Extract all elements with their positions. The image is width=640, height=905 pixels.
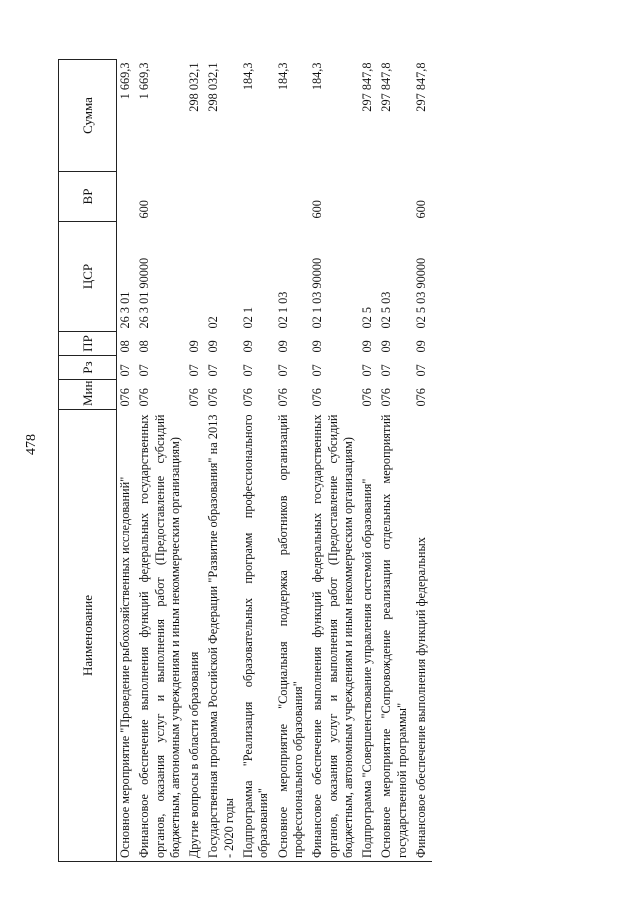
- header-csr: ЦСР: [59, 222, 117, 332]
- header-pr: ПР: [59, 332, 117, 356]
- cell-vr: [205, 172, 240, 222]
- table-body: [117, 60, 433, 862]
- cell-name: Основное мероприятие "Проведение рыбохозяйственных исследований": [117, 410, 137, 862]
- table-row: [309, 60, 359, 862]
- cell-pr: 08: [118, 340, 132, 353]
- cell-sum: 184,3: [241, 62, 256, 91]
- cell-vr: 600: [414, 200, 429, 219]
- cell-name: Государственная программа Российской Федерации "Развитие образования" на 2013 - 2020 годы: [205, 410, 240, 862]
- cell-name: Подпрограмма "Реализация образовательных программ профессионального образования": [240, 410, 275, 862]
- table-row: [117, 60, 137, 862]
- header-rz: Рз: [59, 356, 117, 380]
- cell-rz: 07: [275, 364, 290, 377]
- cell-sum: 297 847,8: [414, 62, 429, 112]
- cell-vr: [186, 172, 205, 222]
- cell-csr: 02: [206, 316, 221, 329]
- table-row: [186, 60, 205, 862]
- cell-sum: 297 847,8: [379, 62, 394, 112]
- cell-sum: 1 669,3: [118, 62, 132, 100]
- header-sum: Сумма: [59, 60, 117, 172]
- cell-pr: 08: [137, 340, 152, 353]
- cell-min: 076: [310, 388, 325, 407]
- cell-name: Финансовое обеспечение выполнения функций федеральных государственных органов, оказания услуг и выполнения работ (Предоставление субсидий бюджетным, автономным учреждениям и иным некоммерческим организациям): [136, 410, 186, 862]
- table-row: [136, 60, 186, 862]
- table-header: [59, 60, 117, 862]
- cell-csr: 02 1: [241, 306, 256, 329]
- cell-pr: 09: [414, 340, 429, 353]
- cell-min: 076: [275, 388, 290, 407]
- cell-csr: 02 1 03: [275, 291, 290, 329]
- cell-min: 076: [379, 388, 394, 407]
- cell-csr: 02 5: [360, 306, 375, 329]
- table-row: [378, 60, 413, 862]
- cell-sum: 298 032,1: [206, 62, 221, 112]
- cell-name: Другие вопросы в области образования: [186, 410, 205, 862]
- cell-name: Основное мероприятие "Сопровождение реализации отдельных мероприятий государственной программы": [378, 410, 413, 862]
- table-row: [240, 60, 275, 862]
- cell-pr: 09: [241, 340, 256, 353]
- cell-rz: 07: [187, 364, 202, 377]
- cell-min: 076: [137, 388, 152, 407]
- cell-sum: 184,3: [275, 62, 290, 91]
- cell-rz: 07: [241, 364, 256, 377]
- cell-vr: [117, 172, 137, 222]
- cell-csr: 26 3 01 90000: [137, 257, 152, 329]
- cell-sum: 298 032,1: [187, 62, 202, 112]
- cell-min: 076: [241, 388, 256, 407]
- table-row: [359, 60, 378, 862]
- cell-rz: 07: [414, 364, 429, 377]
- cell-min: 076: [187, 388, 202, 407]
- cell-sum: 297 847,8: [360, 62, 375, 112]
- cell-csr: 02 5 03 90000: [414, 257, 429, 329]
- budget-table: [58, 59, 432, 862]
- cell-sum: 1 669,3: [137, 62, 152, 100]
- cell-pr: 09: [206, 340, 221, 353]
- cell-pr: 09: [275, 340, 290, 353]
- cell-vr: [378, 172, 413, 222]
- cell-name: Основное мероприятие "Социальная поддержка работников организаций профессионального образования": [275, 410, 310, 862]
- cell-pr: 09: [360, 340, 375, 353]
- cell-pr: 09: [310, 340, 325, 353]
- cell-min: 076: [360, 388, 375, 407]
- cell-min: 076: [206, 388, 221, 407]
- cell-name: Подпрограмма "Совершенствование управления системой образования": [359, 410, 378, 862]
- page-number: 478: [24, 434, 39, 455]
- table-row: [413, 60, 432, 862]
- cell-rz: 07: [379, 364, 394, 377]
- cell-pr: 09: [379, 340, 394, 353]
- cell-min: 076: [118, 388, 132, 407]
- cell-name: Финансовое обеспечение выполнения функций федеральных: [413, 410, 432, 862]
- cell-vr: 600: [137, 200, 152, 219]
- header-min: Мин: [59, 380, 117, 410]
- cell-vr: 600: [310, 200, 325, 219]
- cell-name: Финансовое обеспечение выполнения функций федеральных государственных органов, оказания услуг и выполнения работ (Предоставление субсидий бюджетным, автономным учреждениям и иным некоммерческим организациям): [309, 410, 359, 862]
- table-row: [275, 60, 310, 862]
- rotated-table-container: [58, 60, 600, 862]
- header-name: Наименование: [59, 410, 117, 862]
- cell-csr: 26 3 01: [118, 291, 132, 329]
- cell-rz: 07: [206, 364, 221, 377]
- table-row: [205, 60, 240, 862]
- cell-vr: [275, 172, 310, 222]
- cell-pr: 09: [187, 340, 202, 353]
- cell-rz: 07: [360, 364, 375, 377]
- cell-min: 076: [414, 388, 429, 407]
- cell-rz: 07: [310, 364, 325, 377]
- cell-csr: [186, 222, 205, 332]
- cell-vr: [359, 172, 378, 222]
- cell-rz: 07: [118, 364, 132, 377]
- cell-csr: 02 1 03 90000: [310, 257, 325, 329]
- cell-csr: 02 5 03: [379, 291, 394, 329]
- cell-rz: 07: [137, 364, 152, 377]
- header-vr: ВР: [59, 172, 117, 222]
- cell-sum: 184,3: [310, 62, 325, 91]
- cell-vr: [240, 172, 275, 222]
